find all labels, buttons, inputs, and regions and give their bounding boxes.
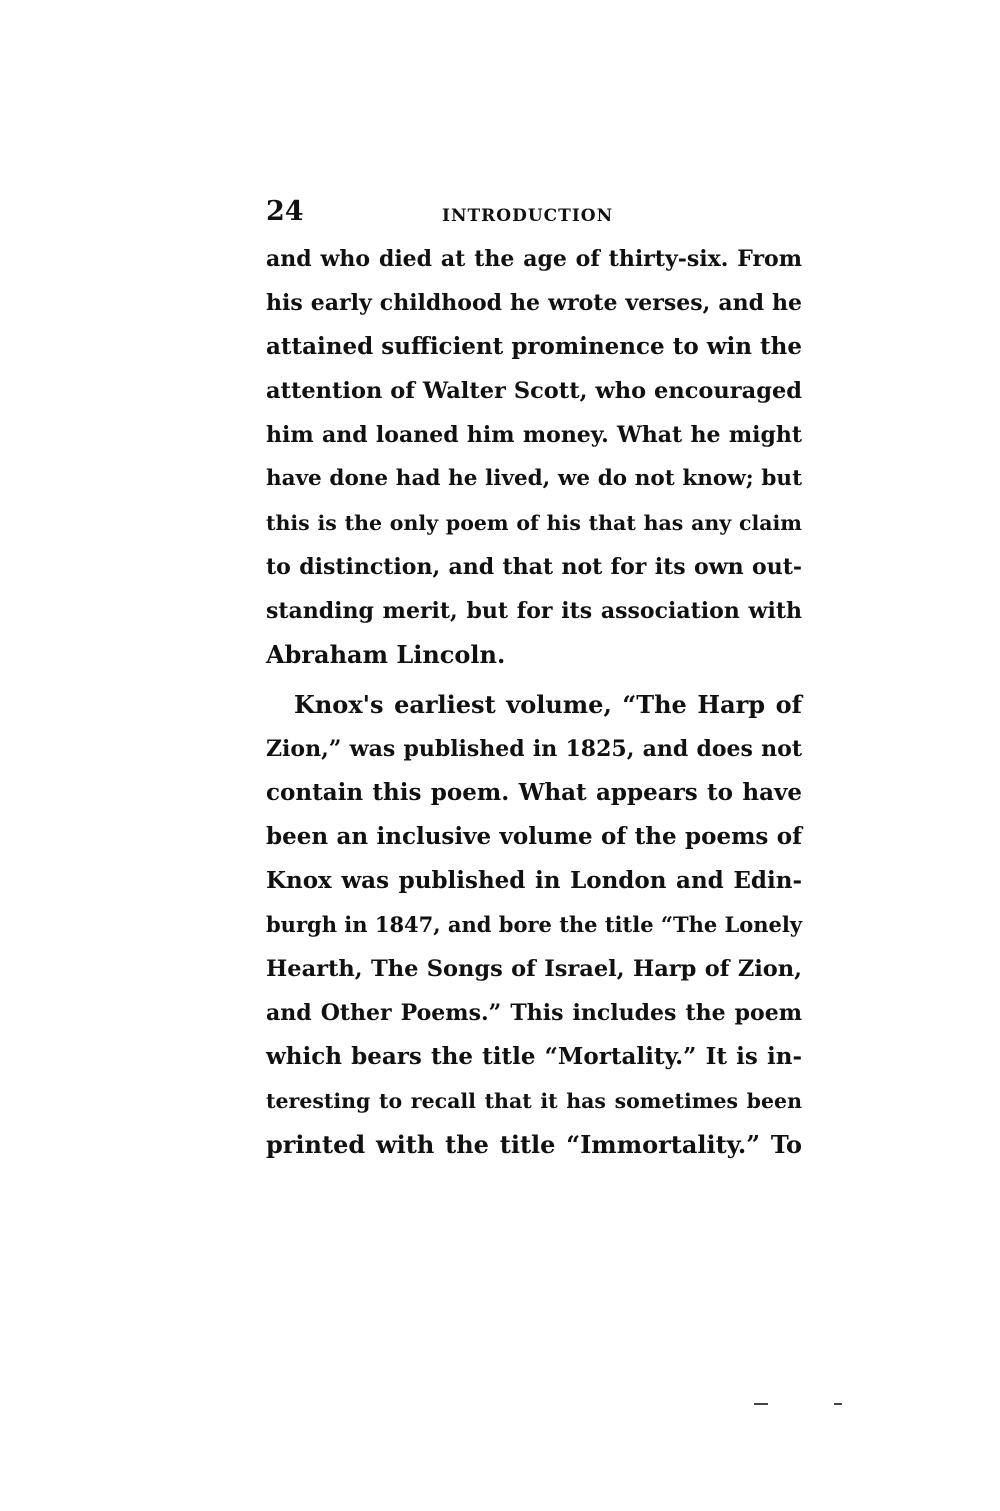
- text-line: contain this poem. What appears to have: [266, 779, 802, 806]
- text-line: his early childhood he wrote verses, and he: [266, 290, 802, 316]
- text-line: and who died at the age of thirty-six. From: [266, 246, 802, 272]
- text-line: have done had he lived, we do not know; but: [266, 466, 802, 491]
- print-mark: [754, 1403, 768, 1405]
- print-mark: [834, 1403, 842, 1405]
- text-line: Zion,” was published in 1825, and does not: [266, 736, 802, 762]
- text-line: Abraham Lincoln.: [266, 640, 506, 669]
- text-line: printed with the title “Immortality.” To: [266, 1130, 802, 1159]
- text-line: Knox's earliest volume, “The Harp of: [294, 690, 802, 719]
- text-line: burgh in 1847, and bore the title “The Lonely: [266, 912, 803, 937]
- text-line: him and loaned him money. What he might: [266, 422, 802, 448]
- text-line: been an inclusive volume of the poems of: [266, 823, 802, 850]
- text-line: this is the only poem of his that has any claim: [266, 511, 802, 535]
- page-header: [266, 196, 806, 236]
- text-line: Knox was published in London and Edin-: [266, 867, 802, 894]
- page-number: 24: [266, 196, 304, 227]
- text-line: standing merit, but for its association with: [266, 598, 802, 624]
- text-line: which bears the title “Mortality.” It is in-: [266, 1043, 802, 1070]
- print-marks: [754, 1403, 844, 1409]
- text-line: attained sufficient prominence to win the: [266, 333, 802, 360]
- text-line: to distinction, and that not for its own out-: [266, 554, 802, 580]
- text-line: Hearth, The Songs of Israel, Harp of Zion,: [266, 956, 802, 982]
- text-line: and Other Poems.” This includes the poem: [266, 1000, 802, 1026]
- text-line: teresting to recall that it has sometimes been: [266, 1089, 802, 1113]
- text-line: attention of Walter Scott, who encouraged: [266, 378, 802, 404]
- running-head: INTRODUCTION: [442, 206, 614, 226]
